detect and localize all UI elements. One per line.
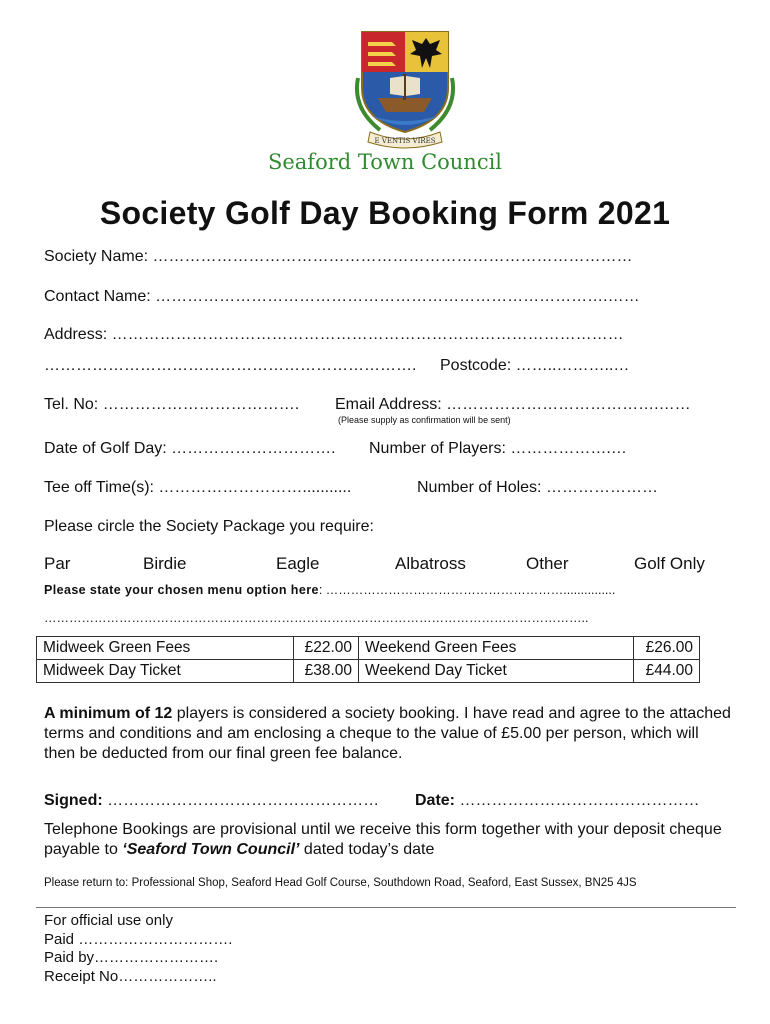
table-row	[37, 637, 700, 660]
package-option-other[interactable]: Other	[526, 554, 569, 573]
telephone-text-end: dated today’s date	[299, 841, 435, 858]
page-title: Society Golf Day Booking Form 2021	[99, 195, 671, 231]
terms-paragraph	[44, 704, 734, 764]
fee-price: £38.00	[294, 660, 359, 683]
package-option-birdie[interactable]: Birdie	[143, 554, 187, 573]
menu-option-field-line-2[interactable]: …………………………………………………………………………………………………………………..	[44, 611, 589, 625]
official-use-box	[44, 912, 232, 986]
fee-label: Midweek Green Fees	[37, 637, 294, 660]
number-of-holes-field[interactable]: Number of Holes: …………………	[417, 479, 658, 496]
official-use-heading: For official use only	[44, 912, 173, 929]
council-crest-logo	[350, 28, 460, 150]
menu-option-dots: : …………………………………………………...............	[318, 583, 616, 597]
number-of-players-field[interactable]: Number of Players: ……………….…	[369, 440, 627, 457]
package-option-par[interactable]: Par	[44, 554, 71, 573]
address-field-line-1[interactable]: Address: ……………………………………………………………………………………	[44, 326, 624, 343]
contact-name-field[interactable]: Contact Name: ………………………………………………………………………….……	[44, 288, 640, 305]
date-label: Date:	[415, 792, 456, 809]
tee-off-times-field[interactable]: Tee off Time(s): ………………………...........	[44, 479, 352, 496]
telephone-bookings-note	[44, 820, 734, 860]
official-receipt-field: Receipt No………………..	[44, 967, 217, 985]
date-field[interactable]	[415, 792, 699, 810]
address-field-line-2[interactable]: …………………………………………………………….	[44, 357, 417, 374]
society-name-field[interactable]: Society Name: ………………………………………………………………………………	[44, 248, 633, 265]
telephone-field[interactable]: Tel. No: ……………………………….	[44, 396, 300, 413]
terms-text: players is considered a society booking. I have read and agree to the attached terms and conditions and am enclosing a cheque to the value of £5.00 per person, which will then be deducted from our final green fee balance.	[44, 705, 731, 762]
return-address: Please return to: Professional Shop, Seaford Head Golf Course, Southdown Road, Seaford, East Sussex, BN25 4JS	[44, 877, 637, 889]
fee-price: £44.00	[634, 660, 700, 683]
postcode-field[interactable]: Postcode: ……..………..…	[440, 357, 630, 374]
signed-dots: ……………………………………………	[102, 792, 380, 809]
menu-option-label: Please state your chosen menu option here	[44, 583, 319, 597]
fee-label: Midweek Day Ticket	[37, 660, 294, 683]
crest-motto: E VENTIS VIRES	[374, 137, 436, 145]
fee-price: £22.00	[294, 637, 359, 660]
menu-option-field[interactable]	[44, 583, 615, 597]
fee-price: £26.00	[634, 637, 700, 660]
date-dots: ………………………………………	[455, 792, 700, 809]
email-field[interactable]: Email Address: ………………………………….……	[335, 396, 691, 413]
signed-label: Signed:	[44, 792, 103, 809]
fee-label: Weekend Day Ticket	[359, 660, 634, 683]
table-row	[37, 660, 700, 683]
official-paid-by-field: Paid by…………………….	[44, 949, 219, 966]
official-paid-field: Paid ………………………….	[44, 930, 233, 948]
email-note: (Please supply as confirmation will be sent)	[338, 415, 511, 425]
golf-day-date-field[interactable]: Date of Golf Day: ………………………….	[44, 440, 336, 457]
fee-label: Weekend Green Fees	[359, 637, 634, 660]
divider	[36, 907, 736, 908]
package-option-albatross[interactable]: Albatross	[395, 554, 466, 573]
cheque-payee: ‘Seaford Town Council’	[122, 841, 300, 858]
terms-bold-lead: A minimum of 12	[44, 705, 173, 722]
council-name: Seaford Town Council	[267, 150, 503, 174]
package-option-golf-only[interactable]: Golf Only	[634, 554, 705, 573]
package-prompt: Please circle the Society Package you require:	[44, 518, 374, 535]
signed-field[interactable]	[44, 792, 379, 810]
fees-table	[36, 636, 700, 683]
telephone-text: Telephone Bookings are provisional until we receive this form together with your deposit cheque payable to	[44, 821, 722, 858]
package-option-eagle[interactable]: Eagle	[276, 554, 320, 573]
